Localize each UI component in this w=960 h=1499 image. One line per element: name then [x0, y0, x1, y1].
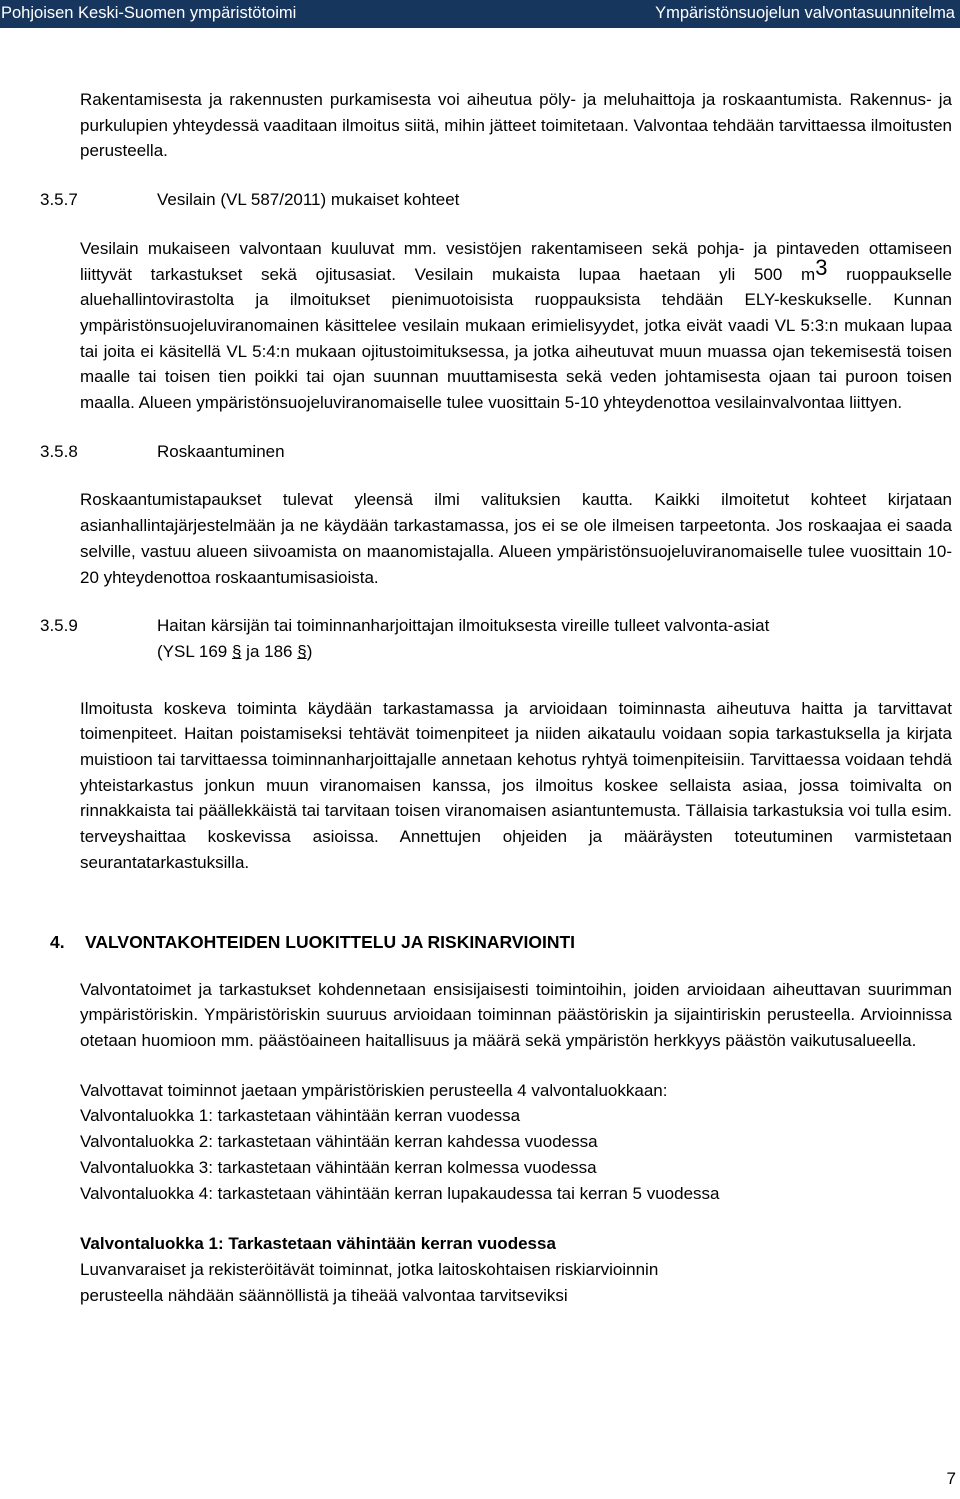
class-1-line: perusteella nähdään säännöllistä ja tiheää valvontaa tarvitseviksi: [80, 1285, 568, 1305]
page-header: [0, 0, 960, 28]
water-act-text-a: Vesilain mukaiseen valvontaan kuuluvat mm. vesistöjen rakentamiseen sekä pohja- ja pintaveden ottamiseen liittyvät tarkastukset sekä ojitusasiat. Vesilain mukaista lupaa haetaan yli 500 m: [80, 238, 952, 284]
chapter-number: 4.: [50, 931, 65, 952]
paragraph-construction: Rakentamisesta ja rakennusten purkamisesta voi aiheutua pöly- ja meluhaittoja ja roskaantumista. Rakennus- ja purkulupien yhteydessä vaaditaan ilmoitus siitä, mihin jätteet toimitetaan. Valvontaa tehdään tarvittaessa ilmoitusten perusteella.: [80, 90, 952, 161]
document-body: [40, 87, 952, 1308]
section-title-continuation: [157, 639, 952, 665]
title-cont-b: ja 186: [241, 641, 298, 661]
superscript-3: 3: [815, 254, 828, 280]
list-line: Valvontaluokka 4: tarkastetaan vähintään kerran lupakaudessa tai kerran 5 vuodessa: [80, 1183, 720, 1203]
title-cont-c: ): [306, 641, 313, 661]
paragraph-sign: §: [297, 641, 307, 661]
header-right-title: Ympäristönsuojelun valvontasuunnitelma: [655, 3, 955, 22]
class-1-title: Valvontaluokka 1: Tarkastetaan vähintään kerran vuodessa: [80, 1234, 556, 1254]
list-line: Valvontaluokka 2: tarkastetaan vähintään kerran kahdessa vuodessa: [80, 1132, 598, 1152]
section-title: Roskaantuminen: [157, 441, 285, 461]
section-heading-3-5-8: [40, 439, 952, 465]
list-line: Valvottavat toiminnot jaetaan ympäristöriskien perusteella 4 valvontaluokkaan:: [80, 1080, 668, 1100]
section-heading-3-5-9: [40, 613, 952, 664]
section-number: 3.5.9: [40, 616, 78, 636]
paragraph-risk-targeting: Valvontatoimet ja tarkastukset kohdennetaan ensisijaisesti toimintoihin, joiden arvioidaan aiheuttavan suurimman ympäristöriskin. Ympäristöriskin suuruus arvioidaan toiminnan päästöriskin ja sijaintiriskin perusteella. Arvioinnissa otetaan huomioon mm. päästöaineen haitallisuus ja määrä sekä ympäristön herkkyys päästön vaikutusalueella.: [80, 979, 952, 1050]
paragraph-sign: §: [231, 641, 242, 661]
page-number: 7: [946, 1469, 956, 1488]
list-line: Valvontaluokka 1: tarkastetaan vähintään kerran vuodessa: [80, 1106, 521, 1126]
class-1-block: [80, 1231, 952, 1308]
section-title: Haitan kärsijän tai toiminnanharjoittajan ilmoituksesta vireille tulleet valvonta-asiat: [157, 616, 770, 636]
section-heading-3-5-7: [40, 187, 952, 213]
section-number: 3.5.8: [40, 441, 78, 461]
section-title-block: [157, 613, 952, 664]
control-classes-list: [80, 1078, 952, 1207]
paragraph-littering: Roskaantumistapaukset tulevat yleensä ilmi valituksien kautta. Kaikki ilmoitetut kohteet kirjataan asianhallintajärjestelmään ja ne käydään tarkastamassa, jos ei se ole ilmeisen tarpeetonta. Jos roskaajaa ei saada selville, vastuu alueen siivoamista on maanomistajalla. Alueen ympäristönsuojeluviranomaiselle tulee vuosittain 10-20 yhteydenottoa roskaantumisasioista.: [80, 490, 952, 587]
water-act-text-b: ruoppaukselle aluehallintovirastolta ja ilmoitukset pienimuotoisista ruoppauksista tehdään ELY-keskukselle. Kunnan ympäristönsuojeluviranomainen käsittelee vesilain mukaan erimielisyydet, jotka eivät vaadi VL 5:3:n mukaan lupaa tai joita ei käsitellä VL 5:4:n mukaan ojitustoimituksessa, ja jotka aiheutuvat muun muassa ojan tekemisestä toisen maalle tai toisen tien poikki tai ojan suunnan muuttamisesta sekä veden johtamisesta ojaan tai puroon toisen maalla. Alueen ympäristönsuojeluviranomaiselle tulee vuosittain 5-10 yhteydenottoa vesilainvalvontaa liittyen.: [80, 264, 952, 413]
section-number: 3.5.7: [40, 190, 78, 210]
title-cont-a: (YSL 169: [157, 641, 232, 661]
list-line: Valvontaluokka 3: tarkastetaan vähintään kerran kolmessa vuodessa: [80, 1157, 597, 1177]
paragraph-complaints: Ilmoitusta koskeva toiminta käydään tarkastamassa ja arvioidaan toiminnasta aiheutuva haitta ja tarvittavat toimenpiteet. Haitan poistamiseksi tehtävät toimenpiteet ja niiden aikataulu voidaan sopia tarkastuksella ja kirjata muistioon tai tarvittaessa toiminnanharjoittajalle annetaan kehotus ryhtyä toimenpiteisiin. Tarvittaessa voidaan tehdä yhteistarkastus jonkun muun viranomaisen kanssa, jos ilmoitus koskee sellaista asiaa, jossa toimivalta on rinnakkaista tai päällekkäistä tai tarvitaan toisen viranomaisen asiantuntemusta. Tällaisia tarkastuksia voi tulla esim. terveyshaittaa koskevissa asioissa. Annettujen ohjeiden ja määräysten toteutuminen varmistetaan seurantatarkastuksilla.: [80, 698, 952, 872]
chapter-title: VALVONTAKOHTEIDEN LUOKITTELU JA RISKINARVIOINTI: [85, 931, 576, 952]
chapter-heading-4: [50, 929, 952, 955]
header-left-title: Pohjoisen Keski-Suomen ympäristötoimi: [1, 3, 297, 22]
section-title: Vesilain (VL 587/2011) mukaiset kohteet: [157, 190, 460, 210]
paragraph-water-act: [80, 236, 952, 416]
class-1-line: Luvanvaraiset ja rekisteröitävät toiminnat, jotka laitoskohtaisen riskiarvioinnin: [80, 1259, 659, 1279]
